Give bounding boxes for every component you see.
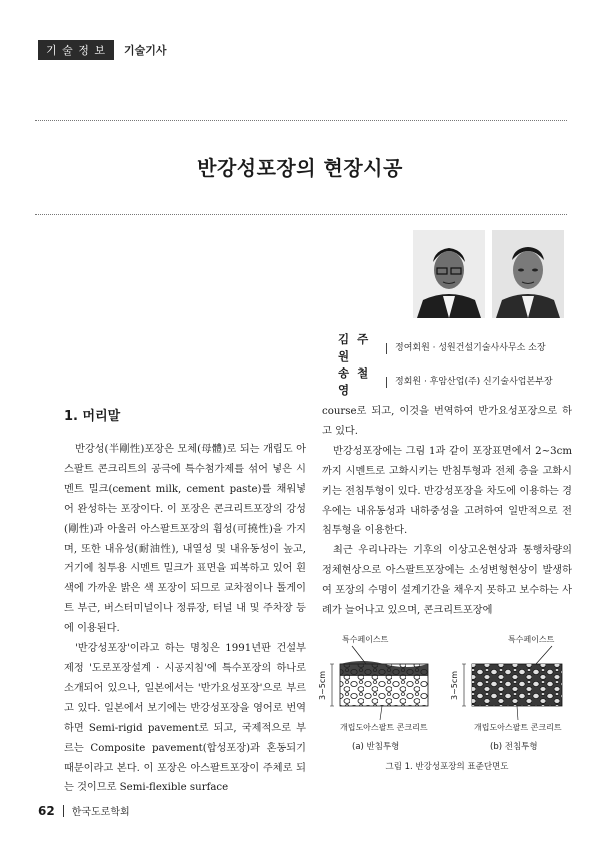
section-tag: 기 술 정 보 xyxy=(38,40,114,60)
cross-section-diagram xyxy=(322,632,572,752)
author-photo-1 xyxy=(413,230,485,318)
paragraph: course로 되고, 이것을 번역하여 반가요성포장으로 하고 있다. xyxy=(322,406,572,437)
panel-a-bottom-label: 개립도아스팔트 콘크리트 xyxy=(340,723,428,732)
panel-a-top-label: 특수페이스트 xyxy=(342,635,389,644)
panel-b-full-penetration xyxy=(462,646,562,720)
divider-bottom xyxy=(35,214,567,215)
publisher-name: 한국도로학회 xyxy=(71,807,130,818)
panel-b-bottom-label: 개립도아스팔트 콘크리트 xyxy=(474,723,562,732)
footer-separator xyxy=(63,805,64,817)
author-affiliation: 정여회원 · 성원건설기술사사무소 소장 xyxy=(395,342,546,353)
panel-a-sublabel: (a) 반침투형 xyxy=(352,742,400,752)
paragraph: '반강성포장'이라고 하는 명칭은 1991년판 건설부 제정 '도로포장설계 · 시공지침'에 특수포장의 하나로 소개되어 있으나, 일본에서는 '반가요성포장'으로 부르고 있다. 일본에서 보기에는 반강성포장을 영어로 번역하면 Semi-rigid pavement로 되고, 국제적으로 부르는 Composite pavement(합성포장)과 혼동되기 때문이라고 본다. 이 포장은 아스팔트포장이 주체로 되는 것이므로 Semi-flexible surface xyxy=(64,643,306,794)
author-photo-2 xyxy=(492,230,564,318)
author-name: 송 철 영 xyxy=(338,366,371,397)
author-separator xyxy=(386,377,387,388)
left-column xyxy=(64,440,306,798)
page-number: 62 xyxy=(38,803,55,818)
author-name: 김 주 원 xyxy=(338,332,371,363)
panel-b-depth: 3~5cm xyxy=(450,670,459,700)
panel-a-depth: 3~5cm xyxy=(318,670,327,700)
right-column xyxy=(322,402,572,621)
page-footer xyxy=(38,803,130,818)
article-title: 반강성포장의 현장시공 xyxy=(197,156,403,180)
figure-caption: 그림 1. 반강성포장의 표준단면도 xyxy=(385,762,509,772)
author-row xyxy=(338,331,553,365)
divider-top xyxy=(35,120,567,121)
subsection-label: 기술기사 xyxy=(124,44,167,57)
paragraph: 반강성(半剛性)포장은 모체(母體)로 되는 개립도 아스팔트 콘크리트의 공극에 특수첨가제를 섞어 넣은 시멘트 밀크(cement milk, cement paste)를 채워넣어 완성하는 포장이다. 이 포장은 콘크리트포장의 강성(剛性)과 아울러 아스팔트포장의 휨성(可撓性)을 가지며, 또한 내유성(耐油性), 내열성 및 내유동성이 높고, 거기에 침투용 시멘트 밀크가 표면을 피복하고 있어 흰색에 가까운 밝은 색 포장이 되므로 교차점이나 톨게이트 부근, 버스터미널이나 정류장, 터널 내 및 주차장 등에 이용된다. xyxy=(64,444,306,635)
author-row xyxy=(338,365,553,399)
panel-b-sublabel: (b) 전침투형 xyxy=(490,742,538,752)
running-header xyxy=(38,40,167,60)
author-list xyxy=(338,331,553,399)
paragraph: 최근 우리나라는 기후의 이상고온현상과 통행차량의 정체현상으로 아스팔트포장에는 소성변형현상이 발생하여 포장의 수명이 설계기간을 채우지 못하고 보수하는 사례가 늘어나고 있으며, 콘크리트포장에 xyxy=(322,545,572,617)
panel-b-top-label: 특수페이스트 xyxy=(508,635,555,644)
section-heading: 1. 머리말 xyxy=(64,409,121,424)
panel-a-semi-penetration xyxy=(330,646,428,720)
author-separator xyxy=(386,343,387,354)
paragraph: 반강성포장에는 그림 1과 같이 포장표면에서 2~3cm까지 시멘트로 고화시키는 반침투형과 전체 층을 고화시키는 전침투형이 있다. 반강성포장을 차도에 이용하는 경우에는 내유동성과 내하중성을 고려하여 일반적으로 전침투형을 이용한다. xyxy=(322,445,572,537)
author-affiliation: 정회원 · 후암산업(주) 신기술사업본부장 xyxy=(395,376,553,387)
